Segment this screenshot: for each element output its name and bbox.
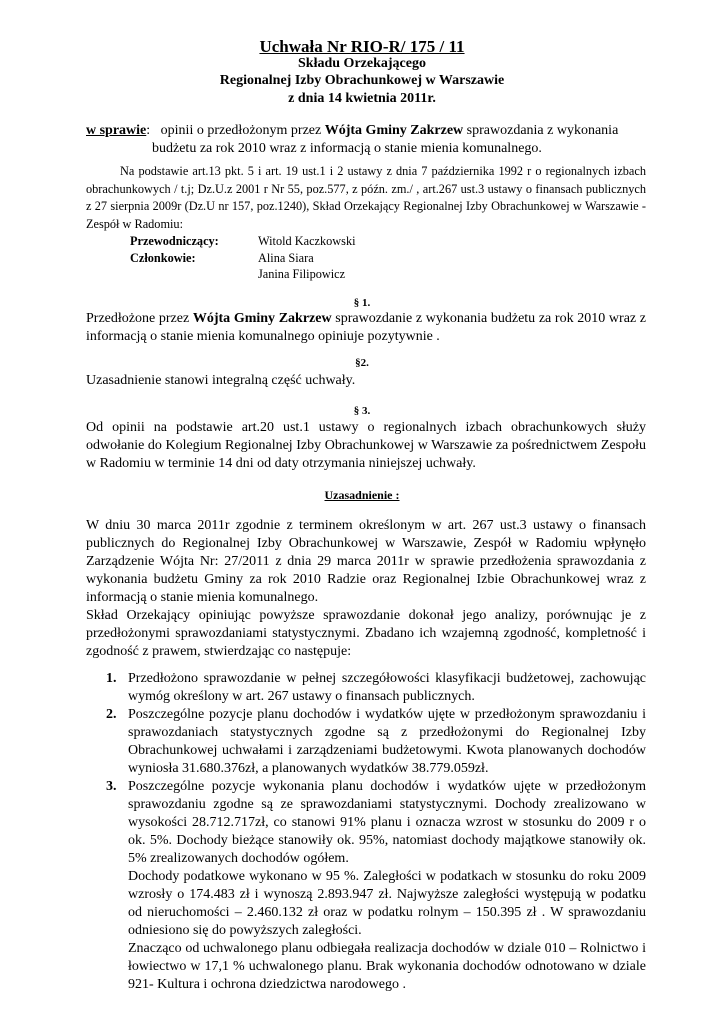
panel-members: [130, 233, 356, 283]
chair-name: Witold Kaczkowski: [258, 234, 356, 248]
list-item: 3. Poszczególne pozycje wykonania planu dochodów i wydatków ujęte w przedłożonym sprawozdaniu zgodne są ze sprawozdaniami statystycznymi. Dochody zrealizowano w wysokości 28.712.717zł, co stanowi 91% planu i oznacza wzrost w stosunku do 2009 r o ok. 5%. Dochody bieżące stanowiły ok. 95%, natomiast dochody majątkowe stanowiły ok. 5% zrealizowanych dochodów ogółem. Dochody podatkowe wykonano w 95 %. Zaległości w podatkach w stosunku do roku 2009 wzrosły o 174.483 zł i wynoszą 2.893.947 zł. Najwyższe zaległości występują w podatku od nieruchomości – 2.460.132 zł oraz w podatku rolnym – 150.395 zł . W sprawozdaniu odniesiono się do powyższych zaległości. Znacząco od uchwalonego planu odbiegała realizacja dochodów w dziale 010 – Rolnictwo i łowiectwo w 17,1 % uchwalonego planu. Brak wykonania dochodów odnotowano w dziale 921- Kultura i ochrona dziedzictwa narodowego .: [106, 779, 646, 992]
findings-list: [86, 670, 646, 994]
resolution-subtitle-chamber: Regionalnej Izby Obrachunkowej w Warszawie: [219, 73, 505, 88]
section-1-label: § 1.: [353, 297, 371, 309]
section-3-text: Od opinii na podstawie art.20 ust.1 ustawy o regionalnych izbach obrachunkowych służy odwołanie do Kolegium Regionalnej Izby Obrachunkowej w Warszawie za pośrednictwem Zespołu w Radomiu w terminie 14 dni od daty otrzymania niniejszej uchwały.: [86, 420, 646, 471]
resolution-title: Uchwała Nr RIO-R/ 175 / 11: [259, 37, 465, 56]
subject-lead: w sprawie: [86, 123, 147, 138]
list-item: 2. Poszczególne pozycje planu dochodów i wydatków ujęte w przedłożonym sprawozdaniu i sprawozdaniach statystycznych zgodne są z przedłożonymi do Regionalnej Izby Obrachunkowej uchwałami i zarządzeniami budżetowymi. Kwota planowanych dochodów wyniosła 31.680.376zł, a planowanych wydatków 38.779.059zł.: [106, 707, 646, 776]
legal-basis: Na podstawie art.13 pkt. 5 i art. 19 ust.1 i 2 ustawy z dnia 7 października 1992 r o regionalnych izbach obrachunkowych / t.j; Dz.U.z 2001 r Nr 55, poz.577, z późn. zm./ , art.267 ust.3 ustawy o finansach publicznych z 27 sierpnia 2009r (Dz.U nr 157, poz.1240), Skład Orzekający Regionalnej Izby Obrachunkowej w Warszawie - Zespół w Radomiu:: [86, 164, 646, 231]
section-3-label: § 3.: [353, 405, 371, 417]
chair-role: Przewodniczący:: [130, 234, 219, 248]
justification-paragraph: Skład Orzekający opiniując powyższe sprawozdanie dokonał jego analizy, porównując je z przedłożonymi sprawozdaniami statystycznymi. Zbadano ich wzajemną zgodność, kompletność i zgodność z prawem, stwierdzając co następuje:: [86, 608, 646, 659]
section-1-text: Przedłożone przez Wójta Gminy Zakrzew sprawozdanie z wykonania budżetu za rok 2010 wraz z informacją o stanie mienia komunalnego opiniuje pozytywnie .: [86, 311, 646, 344]
members-role: Członkowie:: [130, 250, 196, 265]
member-name: Janina Filipowicz: [258, 267, 346, 281]
section-2-label: §2.: [355, 357, 369, 369]
justification-title: Uzasadnienie :: [324, 488, 400, 502]
resolution-subtitle-body: Składu Orzekającego: [298, 56, 426, 71]
member-name: Alina Siara: [258, 250, 314, 265]
subject-entity: Wójta Gminy Zakrzew: [324, 123, 464, 138]
list-item: 1. Przedłożono sprawozdanie w pełnej szczegółowości klasyfikacji budżetowej, zachowując wymóg określony w art. 267 ustawy o finansach publicznych.: [106, 671, 646, 704]
justification-paragraph: W dniu 30 marca 2011r zgodnie z terminem określonym w art. 267 ust.3 ustawy o finansach publicznych do Regionalnej Izby Obrachunkowej w Warszawie, Zespół w Radomiu wpłynęło Zarządzenie Wójta Nr: 27/2011 z dnia 29 marca 2011r w sprawie przedłożenia sprawozdania z wykonania budżetu Gminy za rok 2010 Radzie oraz Regionalnej Izbie Obrachunkowej wraz z informacją o stanie mienia komunalnego.: [86, 518, 646, 605]
resolution-date: z dnia 14 kwietnia 2011r.: [288, 91, 436, 106]
section-2-text: Uzasadnienie stanowi integralną część uchwały.: [86, 373, 356, 388]
subject-block: w sprawie: opinii o przedłożonym przez Wójta Gminy Zakrzew sprawozdania z wykonania budżetu za rok 2010 wraz z informacją o stanie mienia komunalnego.: [86, 123, 619, 156]
